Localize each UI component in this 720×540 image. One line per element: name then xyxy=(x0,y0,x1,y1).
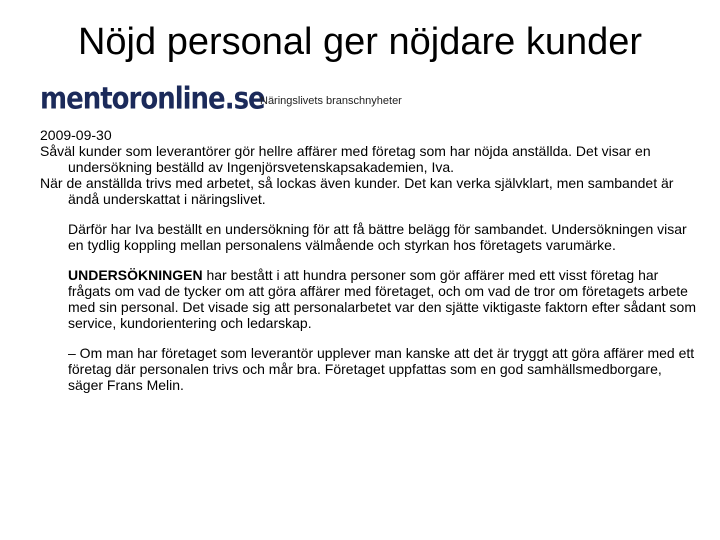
article-date: 2009-09-30 xyxy=(40,127,112,143)
article-body xyxy=(40,127,700,393)
paragraph-4-heading: UNDERSÖKNINGEN xyxy=(68,267,203,283)
paragraph-1: Såväl kunder som leverantörer gör hellre affärer med företag som har nöjda anställda. Det visar en undersökning beställd av Ingenjörsvetenskapsakademien, Iva. xyxy=(40,143,651,175)
paragraph-4-body: har bestått i att hundra personer som gör affärer med ett visst företag har frågats om vad de tycker om att göra affärer med företaget, och om vad de tror om företagets arbete med sin personal. Det visade sig att personalarbetet var den sjätte viktigaste faktorn efter sådant som service, kundorientering och ledarskap. xyxy=(68,267,696,331)
paragraph-5: – Om man har företaget som leverantör upplever man kanske att det är tryggt att göra affärer med ett företag där personalen trivs och mår bra. Företaget uppfattas som en god samhällsmedborgare, säger Frans Melin. xyxy=(68,345,695,393)
mentoronline-logo: mentoronline.se xyxy=(40,82,265,117)
paragraph-2: När de anställda trivs med arbetet, så lockas även kunder. Det kan verka självklart, men sambandet är ändå underskattat i näringslivet. xyxy=(40,175,674,207)
page-title: Nöjd personal ger nöjdare kunder xyxy=(77,21,643,63)
paragraph-3: Därför har Iva beställt en undersökning för att få bättre belägg för sambandet. Undersökningen visar en tydlig koppling mellan personalens välmående och styrkan hos företagets varumärke. xyxy=(68,221,687,253)
logo-tagline: Näringslivets branschnyheter xyxy=(260,95,402,107)
paragraph-4 xyxy=(40,267,700,331)
